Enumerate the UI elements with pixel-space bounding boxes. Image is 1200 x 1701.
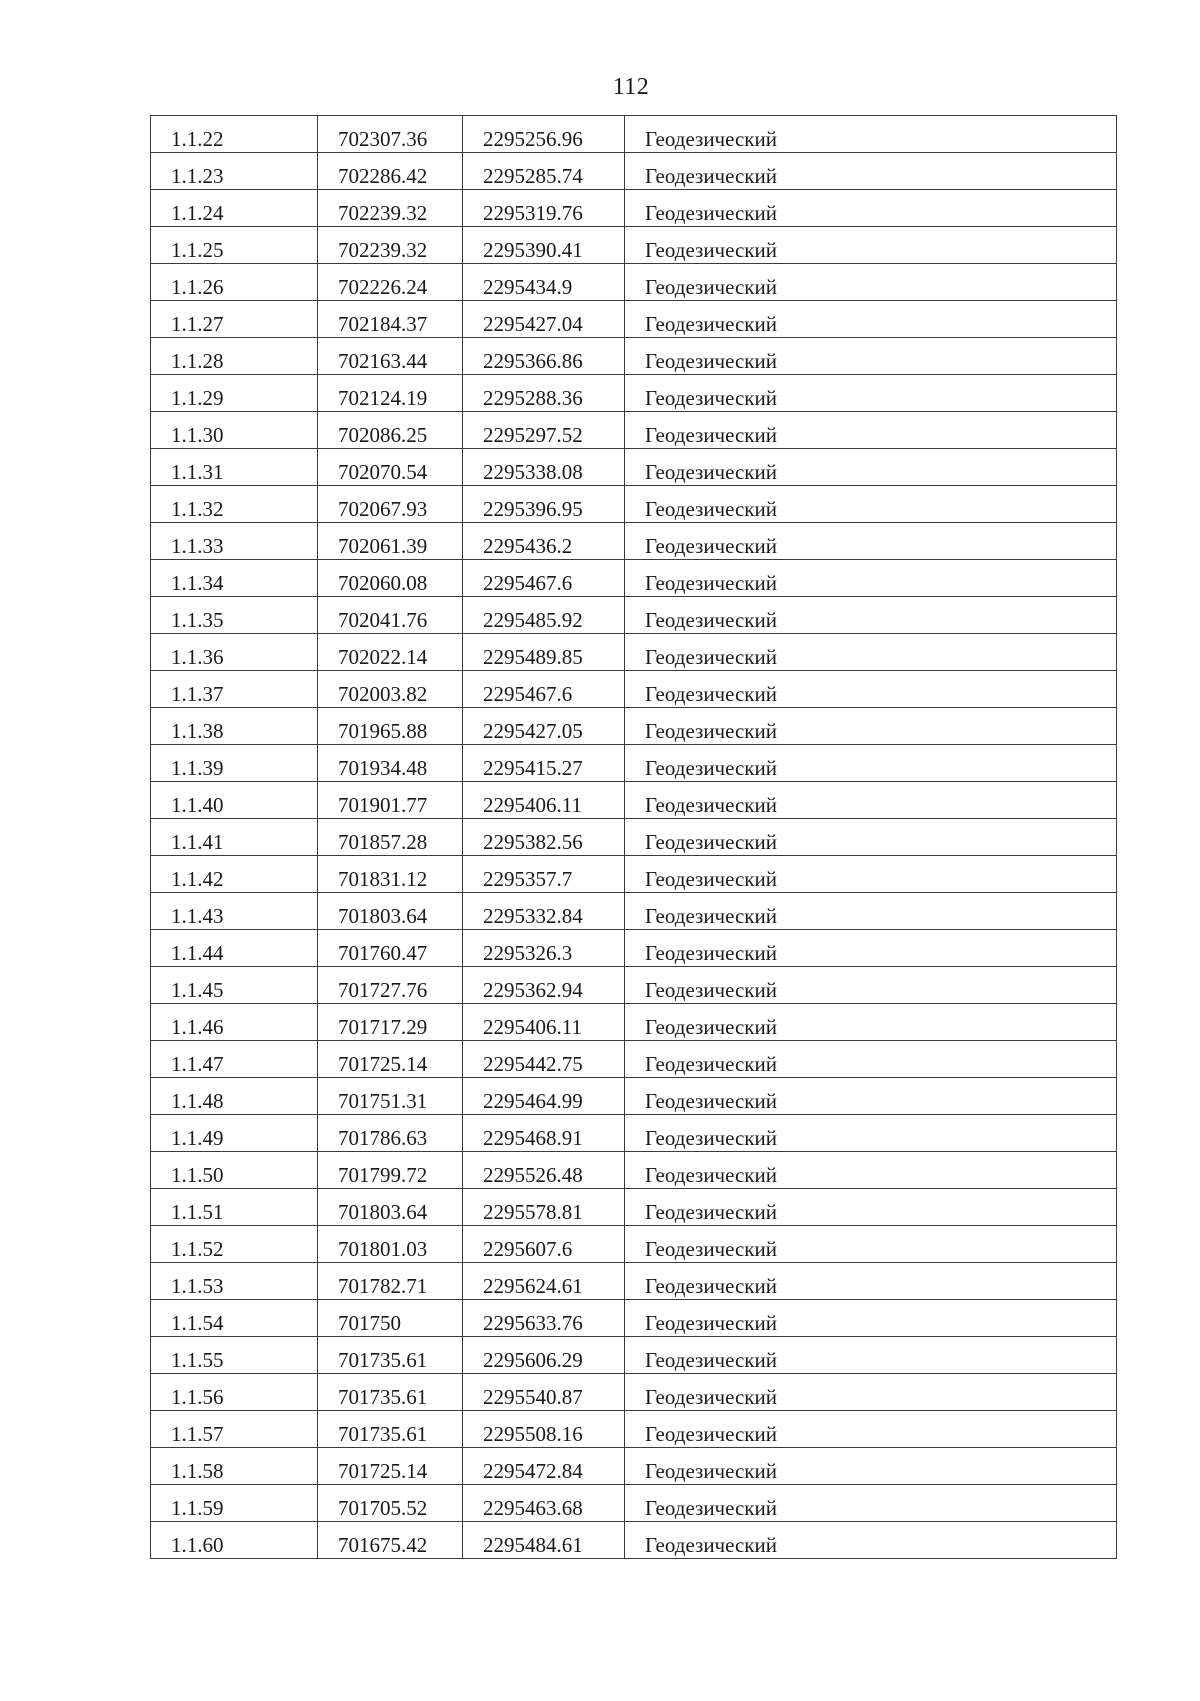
x-coordinate-cell: 701786.63 [318,1115,463,1152]
method-cell: Геодезический [625,338,1117,375]
table-row [151,1189,1117,1226]
point-number-cell: 1.1.33 [151,523,318,560]
table-row [151,634,1117,671]
method-cell: Геодезический [625,1078,1117,1115]
table-row [151,449,1117,486]
method-cell: Геодезический [625,1374,1117,1411]
y-coordinate-cell: 2295406.11 [463,1004,625,1041]
y-coordinate-cell: 2295485.92 [463,597,625,634]
table-row [151,190,1117,227]
x-coordinate-cell: 701675.42 [318,1522,463,1559]
y-coordinate-cell: 2295396.95 [463,486,625,523]
method-cell: Геодезический [625,560,1117,597]
method-cell: Геодезический [625,1522,1117,1559]
point-number-cell: 1.1.46 [151,1004,318,1041]
x-coordinate-cell: 701782.71 [318,1263,463,1300]
table-row [151,1374,1117,1411]
y-coordinate-cell: 2295467.6 [463,671,625,708]
y-coordinate-cell: 2295288.36 [463,375,625,412]
method-cell: Геодезический [625,745,1117,782]
table-row [151,782,1117,819]
x-coordinate-cell: 701705.52 [318,1485,463,1522]
method-cell: Геодезический [625,597,1117,634]
method-cell: Геодезический [625,893,1117,930]
method-cell: Геодезический [625,967,1117,1004]
table-row [151,930,1117,967]
x-coordinate-cell: 701857.28 [318,819,463,856]
point-number-cell: 1.1.57 [151,1411,318,1448]
y-coordinate-cell: 2295468.91 [463,1115,625,1152]
table-row [151,338,1117,375]
table-row [151,1078,1117,1115]
method-cell: Геодезический [625,1337,1117,1374]
method-cell: Геодезический [625,1300,1117,1337]
x-coordinate-cell: 701965.88 [318,708,463,745]
point-number-cell: 1.1.37 [151,671,318,708]
table-row [151,1522,1117,1559]
point-number-cell: 1.1.59 [151,1485,318,1522]
table-row [151,819,1117,856]
method-cell: Геодезический [625,1189,1117,1226]
table-row [151,1411,1117,1448]
point-number-cell: 1.1.55 [151,1337,318,1374]
x-coordinate-cell: 701803.64 [318,893,463,930]
coordinates-table [150,115,1117,1559]
x-coordinate-cell: 701725.14 [318,1041,463,1078]
x-coordinate-cell: 701801.03 [318,1226,463,1263]
point-number-cell: 1.1.50 [151,1152,318,1189]
y-coordinate-cell: 2295464.99 [463,1078,625,1115]
table-row [151,523,1117,560]
method-cell: Геодезический [625,671,1117,708]
method-cell: Геодезический [625,264,1117,301]
table-row [151,116,1117,153]
table-row [151,1115,1117,1152]
y-coordinate-cell: 2295489.85 [463,634,625,671]
x-coordinate-cell: 701751.31 [318,1078,463,1115]
table-row [151,1337,1117,1374]
y-coordinate-cell: 2295390.41 [463,227,625,264]
point-number-cell: 1.1.39 [151,745,318,782]
point-number-cell: 1.1.42 [151,856,318,893]
y-coordinate-cell: 2295366.86 [463,338,625,375]
table-row [151,1152,1117,1189]
y-coordinate-cell: 2295285.74 [463,153,625,190]
y-coordinate-cell: 2295297.52 [463,412,625,449]
method-cell: Геодезический [625,1411,1117,1448]
point-number-cell: 1.1.28 [151,338,318,375]
table-row [151,967,1117,1004]
point-number-cell: 1.1.60 [151,1522,318,1559]
y-coordinate-cell: 2295484.61 [463,1522,625,1559]
y-coordinate-cell: 2295436.2 [463,523,625,560]
point-number-cell: 1.1.56 [151,1374,318,1411]
method-cell: Геодезический [625,1004,1117,1041]
x-coordinate-cell: 702184.37 [318,301,463,338]
coordinates-table-body [151,116,1117,1559]
point-number-cell: 1.1.32 [151,486,318,523]
point-number-cell: 1.1.41 [151,819,318,856]
point-number-cell: 1.1.36 [151,634,318,671]
x-coordinate-cell: 701803.64 [318,1189,463,1226]
point-number-cell: 1.1.27 [151,301,318,338]
table-row [151,153,1117,190]
method-cell: Геодезический [625,190,1117,227]
table-row [151,1041,1117,1078]
point-number-cell: 1.1.25 [151,227,318,264]
y-coordinate-cell: 2295578.81 [463,1189,625,1226]
x-coordinate-cell: 702041.76 [318,597,463,634]
x-coordinate-cell: 702286.42 [318,153,463,190]
method-cell: Геодезический [625,708,1117,745]
y-coordinate-cell: 2295256.96 [463,116,625,153]
point-number-cell: 1.1.49 [151,1115,318,1152]
x-coordinate-cell: 702067.93 [318,486,463,523]
point-number-cell: 1.1.52 [151,1226,318,1263]
x-coordinate-cell: 701750 [318,1300,463,1337]
table-row [151,745,1117,782]
point-number-cell: 1.1.35 [151,597,318,634]
table-row [151,671,1117,708]
y-coordinate-cell: 2295467.6 [463,560,625,597]
x-coordinate-cell: 702239.32 [318,190,463,227]
x-coordinate-cell: 702163.44 [318,338,463,375]
x-coordinate-cell: 702239.32 [318,227,463,264]
point-number-cell: 1.1.54 [151,1300,318,1337]
method-cell: Геодезический [625,486,1117,523]
method-cell: Геодезический [625,449,1117,486]
x-coordinate-cell: 701735.61 [318,1337,463,1374]
method-cell: Геодезический [625,301,1117,338]
method-cell: Геодезический [625,412,1117,449]
method-cell: Геодезический [625,1041,1117,1078]
y-coordinate-cell: 2295338.08 [463,449,625,486]
x-coordinate-cell: 702086.25 [318,412,463,449]
y-coordinate-cell: 2295606.29 [463,1337,625,1374]
table-row [151,227,1117,264]
table-row [151,856,1117,893]
method-cell: Геодезический [625,116,1117,153]
method-cell: Геодезический [625,930,1117,967]
point-number-cell: 1.1.40 [151,782,318,819]
table-row [151,375,1117,412]
table-row [151,1448,1117,1485]
table-row [151,893,1117,930]
x-coordinate-cell: 702226.24 [318,264,463,301]
x-coordinate-cell: 701735.61 [318,1374,463,1411]
y-coordinate-cell: 2295526.48 [463,1152,625,1189]
y-coordinate-cell: 2295319.76 [463,190,625,227]
x-coordinate-cell: 702124.19 [318,375,463,412]
table-row [151,560,1117,597]
table-row [151,264,1117,301]
method-cell: Геодезический [625,375,1117,412]
point-number-cell: 1.1.30 [151,412,318,449]
page-number: 112 [612,74,650,100]
point-number-cell: 1.1.47 [151,1041,318,1078]
y-coordinate-cell: 2295362.94 [463,967,625,1004]
y-coordinate-cell: 2295326.3 [463,930,625,967]
y-coordinate-cell: 2295332.84 [463,893,625,930]
x-coordinate-cell: 701727.76 [318,967,463,1004]
x-coordinate-cell: 702307.36 [318,116,463,153]
method-cell: Геодезический [625,819,1117,856]
x-coordinate-cell: 701799.72 [318,1152,463,1189]
method-cell: Геодезический [625,1115,1117,1152]
y-coordinate-cell: 2295472.84 [463,1448,625,1485]
point-number-cell: 1.1.43 [151,893,318,930]
method-cell: Геодезический [625,153,1117,190]
x-coordinate-cell: 701831.12 [318,856,463,893]
table-row [151,301,1117,338]
y-coordinate-cell: 2295607.6 [463,1226,625,1263]
table-row [151,1004,1117,1041]
y-coordinate-cell: 2295427.05 [463,708,625,745]
point-number-cell: 1.1.23 [151,153,318,190]
point-number-cell: 1.1.45 [151,967,318,1004]
y-coordinate-cell: 2295624.61 [463,1263,625,1300]
method-cell: Геодезический [625,1263,1117,1300]
point-number-cell: 1.1.24 [151,190,318,227]
x-coordinate-cell: 702061.39 [318,523,463,560]
y-coordinate-cell: 2295540.87 [463,1374,625,1411]
table-row [151,1485,1117,1522]
method-cell: Геодезический [625,1485,1117,1522]
x-coordinate-cell: 701725.14 [318,1448,463,1485]
method-cell: Геодезический [625,523,1117,560]
x-coordinate-cell: 702003.82 [318,671,463,708]
method-cell: Геодезический [625,1448,1117,1485]
point-number-cell: 1.1.22 [151,116,318,153]
point-number-cell: 1.1.34 [151,560,318,597]
table-row [151,1263,1117,1300]
point-number-cell: 1.1.31 [151,449,318,486]
x-coordinate-cell: 701901.77 [318,782,463,819]
x-coordinate-cell: 702070.54 [318,449,463,486]
y-coordinate-cell: 2295382.56 [463,819,625,856]
y-coordinate-cell: 2295508.16 [463,1411,625,1448]
y-coordinate-cell: 2295427.04 [463,301,625,338]
table-row [151,708,1117,745]
x-coordinate-cell: 701760.47 [318,930,463,967]
y-coordinate-cell: 2295415.27 [463,745,625,782]
table-row [151,1300,1117,1337]
x-coordinate-cell: 702060.08 [318,560,463,597]
point-number-cell: 1.1.53 [151,1263,318,1300]
method-cell: Геодезический [625,634,1117,671]
x-coordinate-cell: 701735.61 [318,1411,463,1448]
x-coordinate-cell: 702022.14 [318,634,463,671]
x-coordinate-cell: 701934.48 [318,745,463,782]
y-coordinate-cell: 2295357.7 [463,856,625,893]
point-number-cell: 1.1.26 [151,264,318,301]
point-number-cell: 1.1.38 [151,708,318,745]
method-cell: Геодезический [625,227,1117,264]
table-row [151,597,1117,634]
point-number-cell: 1.1.58 [151,1448,318,1485]
x-coordinate-cell: 701717.29 [318,1004,463,1041]
method-cell: Геодезический [625,782,1117,819]
table-row [151,486,1117,523]
point-number-cell: 1.1.29 [151,375,318,412]
y-coordinate-cell: 2295633.76 [463,1300,625,1337]
y-coordinate-cell: 2295442.75 [463,1041,625,1078]
y-coordinate-cell: 2295463.68 [463,1485,625,1522]
y-coordinate-cell: 2295434.9 [463,264,625,301]
method-cell: Геодезический [625,1152,1117,1189]
point-number-cell: 1.1.48 [151,1078,318,1115]
table-row [151,1226,1117,1263]
point-number-cell: 1.1.44 [151,930,318,967]
point-number-cell: 1.1.51 [151,1189,318,1226]
y-coordinate-cell: 2295406.11 [463,782,625,819]
method-cell: Геодезический [625,1226,1117,1263]
table-row [151,412,1117,449]
method-cell: Геодезический [625,856,1117,893]
